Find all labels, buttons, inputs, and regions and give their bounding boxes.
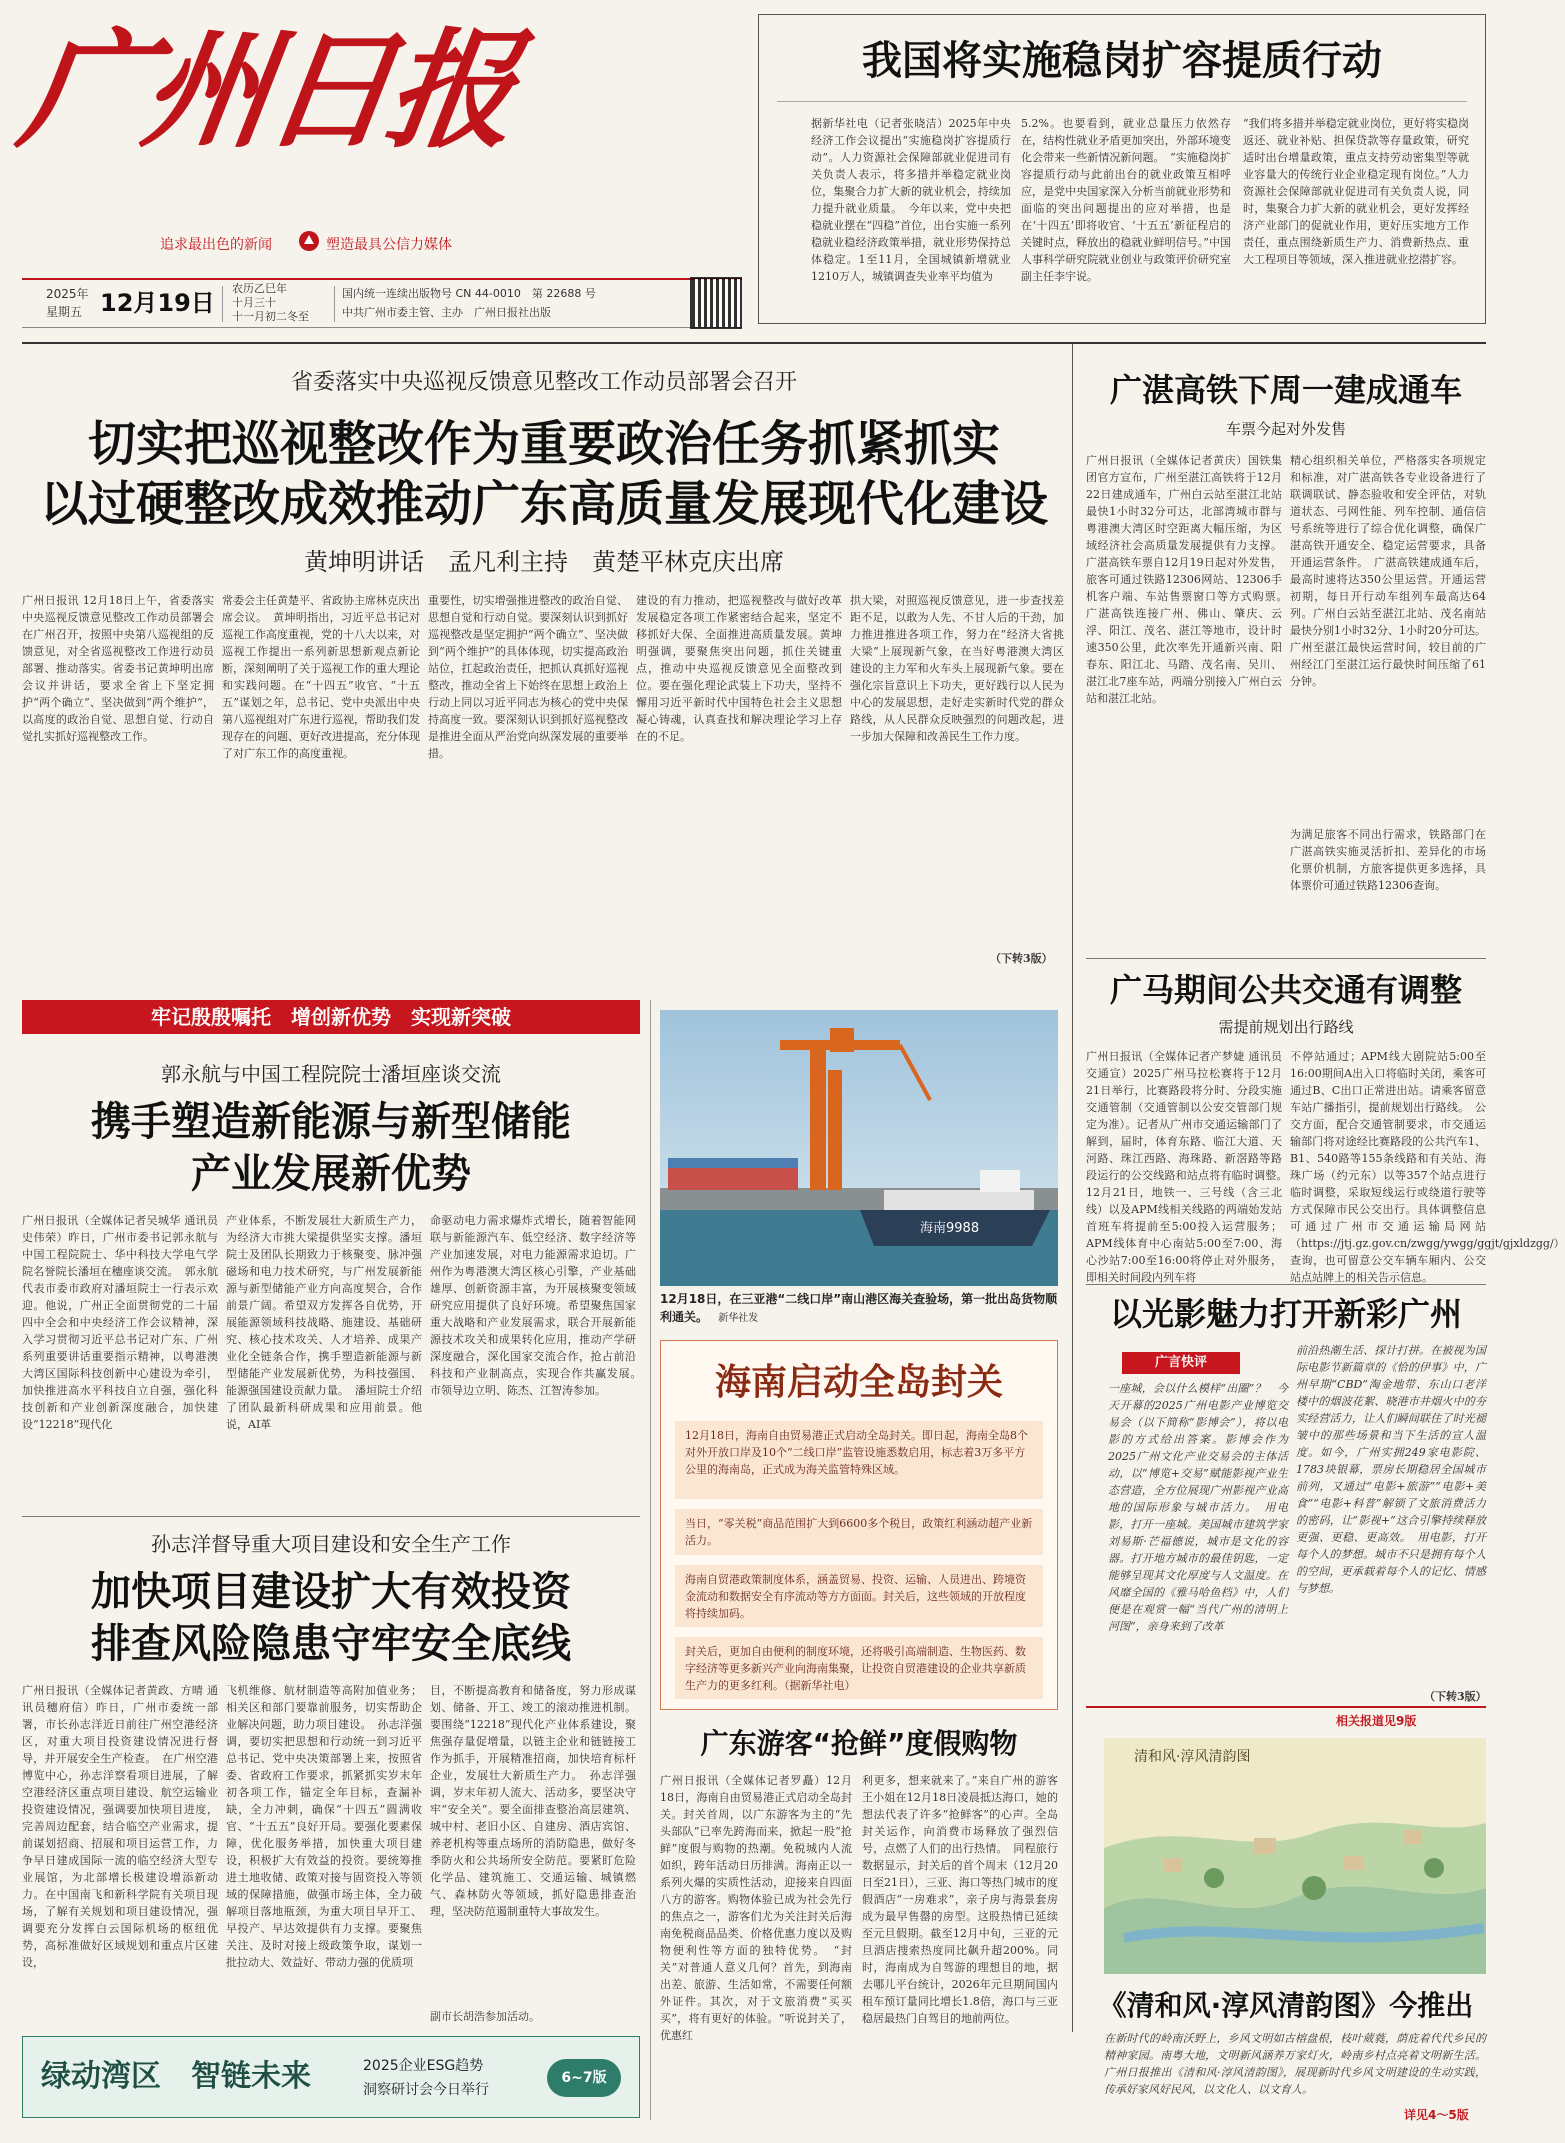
lunar-year: 农历乙巳年 <box>232 282 287 295</box>
project-kicker: 孙志洋督导重大项目建设和安全生产工作 <box>151 1532 511 1556</box>
photo-credit: 新华社发 <box>718 1313 759 1324</box>
energy-kicker: 郭永航与中国工程院院士潘垣座谈交流 <box>161 1062 501 1086</box>
esg-banner[interactable] <box>22 2036 640 2118</box>
project-headline-1: 加快项目建设扩大有效投资 <box>91 1569 571 1615</box>
energy-col3: 命驱动电力需求爆炸式增长，随着智能网联与新能源汽车、低空经济、数字经济等产业加速发展，对电力能源需求迫切。广州作为粤港澳大湾区核心引擎，产业基础雄厚、创新资源丰富，为开展核聚变领域研究应用提供了良好环境。希望聚焦国家重大战略和产业发展需求，联合开展新能源技术攻关和成果转化应用，推动产学研深度融合，深化国家交流合作，抢占前沿科技和产业制高点，实现合作共赢发展。 市领导边立明、陈杰、江智涛参加。 <box>430 1214 647 1397</box>
lead-kicker: 省委落实中央巡视反馈意见整改工作动员部署会召开 <box>290 370 797 395</box>
tourism-headline: 广东游客“抢鲜”度假购物 <box>700 1727 1018 1760</box>
gzhsr-col2: 精心组织相关单位，严格落实各项规定和标准，对广湛高铁各专业设备进行了联调联试、静态验收和安全评估，对轨道状态、弓网性能、列车控制、通信信号系统等进行了综合优化调整，确保广湛高铁开通安全、稳定运营要求，具备开通运营条件。 广湛高铁建成通车后，最高时速将达350公里运营。开通运营初期，每日开行动车组列车最高达64列。广州白云站至湛江北站、茂名南站最快分别1小时32分、1小时20分可达。广州至湛江最快运营时间，较目前的广州经江门至湛江运行最快时间压缩了61分钟。 <box>1290 454 1486 688</box>
masthead <box>11 16 521 226</box>
esg-pages-badge[interactable]: 6~7版 <box>547 2059 621 2097</box>
energy-col2: 产业体系，不断发展壮大新质生产力，为经济大市挑大梁提供坚实支撑。潘垣院士及团队长期致力于核聚变、脉冲强磁场和电力技术研究，与广州发展新能源与新型储能产业方向高度契合，合作前景广阔。希望双方发挥各自优势，开展能源领域科技战略、施建设、基础研究、核心技术攻关、人才培养、成果产业化全链条合作，携手塑造新能源与新型储能产业发展新优势，为科技强国、能源强国建设贡献力量。 潘垣院士介绍了团队最新科研成果和应用前景。他说，AI革 <box>226 1214 422 1431</box>
publisher: 中共广州市委主管、主办 广州日报社出版 <box>342 306 551 319</box>
hainan-item: 封关后，更加自由便利的制度环境，还将吸引高端制造、生物医药、数字经济等更多新兴产业向海南集聚，让投资自贸港建设的企业共享新质生产力的更多红利。（据新华社电） <box>675 1637 1043 1699</box>
lunar-day: 十月三十 <box>232 296 276 309</box>
campaign-banner: 牢记殷殷嘱托 增创新优势 实现新突破 <box>22 1000 640 1034</box>
energy-headline-2: 产业发展新优势 <box>191 1151 471 1197</box>
top-story-col1: 据新华社电（记者张晓洁）2025年中央经济工作会议提出“实施稳岗扩容提质行动”。人力资源社会保障部就业促进司有关负责人表示，将多措并举稳定就业岗位，集聚合力扩大新的就业机会，持续加力提升就业质量。 今年以来，党中央把稳就业摆在“四稳”首位，出台实施一系列稳就业稳经济政策举措，就业形势保持总体稳定。1至11月，全国城镇新增就业1210万人，城镇调查失业率平均值为 <box>811 117 1011 283</box>
lead-col1: 广州日报讯 12月18日上午，省委落实中央巡视反馈意见整改工作动员部署会在广州召开，按照中央第八巡视组的反馈意见，对全省巡视整改工作进行动员部署、推动落实。省委书记黄坤明出席会议并讲话，要求全省上下坚定拥护“两个确立”、坚决做到“两个维护”，以高度的政治自觉、思想自觉、行动自觉扎实抓好巡视整改工作。 <box>22 594 214 743</box>
lead-headline-2: 以过硬整改成效推动广东高质量发展现代化建设 <box>39 476 1048 532</box>
qinghe-map-art <box>1104 1738 1486 1974</box>
top-story-headline: 我国将实施稳岗扩容提质行动 <box>862 38 1382 84</box>
solar-term: 十一月初二冬至 <box>232 310 309 323</box>
lead-continued[interactable]: （下转3版） <box>990 952 1053 965</box>
lead-col4: 建设的有力推动，把巡视整改与做好改革发展稳定各项工作紧密结合起来，坚定不移抓好大保、全面推进高质量发展。黄坤明强调，要聚焦突出问题，抓住关键重点，推动中央巡视反馈意见全面整改到位。要在强化理论武装上下功夫，坚持不懈用习近平新时代中国特色社会主义思想凝心铸魂，认真查找和解决理论学习上存在的不足。 <box>636 594 842 743</box>
light-headline: 以光影魅力打开新彩广州 <box>1109 1295 1462 1333</box>
gzhsr-col1: 广州日报讯（全媒体记者黄庆）国铁集团官方宣布，广州至湛江高铁将于12月22日建成通车，广州白云站至湛江北站最快1小时32分可达，北部湾城市群与粤港澳大湾区时空距离大幅压缩，为区域经济社会高质量发展提供有力支撑。广湛高铁车票自12月19日起对外发售，旅客可通过铁路12306网站、12306手机客户端、车站售票窗口等方式购票。 广湛高铁连接广州、佛山、肇庆、云浮、阳江、茂名、湛江等地市，设计时速350公里，此次率先开通新兴南、阳春东、阳江北、马踏、茂名南、吴川、湛江北7座车站，两端分别接入广州白云站和湛江北站。 <box>1086 454 1293 705</box>
issue-date: 12月19日 <box>100 289 215 317</box>
project-col3: 目，不断提高教育和储备度，努力形成谋划、储备、开工、竣工的滚动推进机制。要围绕“12218”现代化产业体系建设，聚焦强存量促增量，以链主企业和链链接工作为抓手，开展精准招商，加快培育标杆企业，发展壮大新质生产力。 孙志洋强调，岁末年初人流大、活动多，要坚决守牢“安全关”。要全面排查整治高层建筑、城中村、老旧小区、自建房、酒店宾馆、养老机构等重点场所的消防隐患，做好冬季防火和公共场所安全防范。要紧盯危险化学品、建筑施工、交通运输、城镇燃气、森林防火等领域，抓好隐患排查治理，坚决防范遏制重特大事故发生。 <box>430 1684 636 1918</box>
qinghe-map-label: 清和风·淳风清韵图 <box>1134 1749 1251 1765</box>
photo-caption-text: 12月18日，在三亚港“二线口岸”南山港区海关查验场，第一批出岛货物顺利通关。 <box>660 1292 1058 1324</box>
gmjt-headline: 广马期间公共交通有调整 <box>1109 971 1462 1009</box>
gzhsr-headline: 广湛高铁下周一建成通车 <box>1109 371 1462 409</box>
newspaper-logo: 广州日报 <box>11 16 521 166</box>
top-story-col3: “我们将多措并举稳定就业岗位，更好将实稳岗返还、就业补贴、担保贷款等存量政策，研究适时出台增量政策，重点支持劳动密集型等就业容量大的传统行业企业稳定现有岗位。”人力资源社会保障部就业促进司有关负责人说，同时，集聚合力扩大新的就业机会，更好发挥经济产业部门的促就业作用，更好压实地方工作责任，重点围绕新质生产力、消费新热点、重大工程项目等领域，深入推进就业挖潜扩容。 <box>1243 117 1469 266</box>
rule <box>22 1516 640 1517</box>
project-col2: 飞机维修、航材制造等高附加值业务；相关区和部门要靠前服务，切实帮助企业解决问题，助力项目建设。 孙志洋强调，要切实把思想和行动统一到习近平总书记、党中央决策部署上来，按照省委、省政府工作要求，抓紧抓实岁末年初各项工作，锚定全年目标，查漏补缺，全力冲刺，确保“十四五”圆满收官、“十五五”良好开局。要强化要素保障，优化服务举措，加快重大项目建设，积极扩大有效益的投资。要统筹推进土地收储、政策对接与固资投入等领域的保障措施，做强市场主体，全力破解项目落地瓶颈，为重大项目早开工、早投产、早达效提供有力支撑。要聚焦关注、及时对接上级政策争取，谋划一批拉动大、效益好、带动力强的优质项 <box>226 1684 422 1969</box>
gmjt-col1: 广州日报讯（全媒体记者产梦婕 通讯员交通宣）2025广州马拉松赛将于12月21日举行，比赛路段将分时、分段实施交通管制（交通管制以公安交管部门规定为准）。记者从广州市交通运输部门了解到，届时，体育东路、临江大道、天河路、珠江西路、海珠路、新滘路等路段运行的公交线路和站点将有临时调整。 12月21日，地铁一、三号线（含三北线）以及APM线相关线路的两端始发站首班车将提前至5:00投入运营服务；APM线体育中心南站5:00至7:00、海心沙站7:00至16:00将停止对外服务，即相关时间段内列车将 <box>1086 1050 1293 1284</box>
gzhsr-col2b: 为满足旅客不同出行需求，铁路部门在广湛高铁实施灵活折扣、差异化的市场化票价机制，方旅客提供更多选择，具体票价可通过铁路12306查询。 <box>1290 828 1486 892</box>
project-headline-2: 排查风险隐患守牢安全底线 <box>91 1621 571 1667</box>
light-continued[interactable]: （下转3版） <box>1424 1690 1487 1703</box>
lead-col2: 常委会主任黄楚平、省政协主席林克庆出席会议。 黄坤明指出，习近平总书记对巡视工作高度重视，党的十八大以来，对巡视工作提出一系列新思想新观点新论断，深刻阐明了关于巡视工作的重大理论和实践问题。在“十四五”收官、“十五五”谋划之年，总书记、党中央派出中央第八巡视组对广东进行巡视，帮助我们发现存在的问题、更好改进提高，充分体现了对广东工作的高度重视。 <box>222 594 420 760</box>
project-col1: 广州日报讯（全媒体记者黄政、方晴 通讯员穗府信）昨日，广州市委统一部署，市长孙志洋近日前往广州空港经济区，对重大项目投资建设情况进行督导，并开展安全生产检查。 在广州空港博览中心，孙志洋察看项目进展，了解空港经济区重点项目建设、航空运输业投资建设情况，强调要加快项目进度，完善周边配套，结合临空产业需求，提前谋划招商、招展和项目运营工作，力争早日建成国际一流的临空经济大型专业展馆，为北部增长极建设增添新动力。在中国南飞和新科学院有关项目现场，了解有关规划和项目建设情况，强调要充分发挥白云国际机场的枢纽优势，高标准做好区域规划和重点片区建设， <box>22 1684 218 1969</box>
port-photo <box>660 1010 1058 1286</box>
column-rule <box>650 1000 651 2120</box>
qinghe-illustration <box>1104 1738 1486 1974</box>
lead-headline-1: 切实把巡视整改作为重要政治任务抓紧抓实 <box>87 416 1000 472</box>
weekday: 星期五 <box>46 305 83 319</box>
light-related[interactable]: 相关报道见9版 <box>1336 1714 1417 1728</box>
year: 2025年 <box>46 287 89 301</box>
lead-deck: 黄坤明讲话 孟凡利主持 黄楚平林克庆出席 <box>304 548 784 576</box>
issue-number: 国内统一连续出版物号 CN 44-0010 第 22688 号 <box>342 287 596 300</box>
slogan-left: 追求最出色的新闻 <box>160 237 272 253</box>
port-photo-image <box>660 1010 1058 1286</box>
energy-col1: 广州日报讯（全媒体记者吴城华 通讯员史伟荣）昨日，广州市委书记郭永航与中国工程院院士、华中科技大学电气学院名誉院长潘垣在穗座谈交流。 郭永航代表市委市政府对潘垣院士一行表示欢迎。他说，广州正全面贯彻党的二十届四中全会和中央经济工作会议精神，深入学习贯彻习近平总书记对广东、广州系列重要讲话重要指示精神，以粤港澳大湾区国际科技创新中心建设为牵引，加快推进高水平科技自立自强，强化科技创新和产业创新深度融合，加快建设“12218”现代化 <box>22 1214 218 1431</box>
esg-subtitle-2: 洞察研讨会今日举行 <box>363 2082 489 2098</box>
lead-col5: 拱大梁，对照巡视反馈意见，进一步查找差距不足，以敢为人先、不甘人后的干劲，加力推进推进各项工作，努力在“经济大省挑大梁”上展现新气象，在当好粤港澳大湾区建设的主力军和火车头上展现新气象。要在强化宗旨意识上下功夫，更好践行以人民为中心的发展思想，走好走实新时代党的群众路线，从人民群众反映强烈的问题改起，进一步加大保障和改善民生工作力度。 <box>850 594 1064 743</box>
gzhsr-deck: 车票今起对外发售 <box>1225 420 1346 438</box>
esg-headline: 绿动湾区 智链未来 <box>41 2059 311 2094</box>
photo-caption <box>660 1290 1058 1330</box>
top-story-box <box>758 14 1486 324</box>
gmjt-deck: 需提前规划出行路线 <box>1218 1018 1354 1036</box>
esg-subtitle-1: 2025企业ESG趋势 <box>363 2058 484 2074</box>
info-bar <box>22 278 742 328</box>
logo-mark-icon <box>298 230 320 252</box>
qinghe-body: 在新时代的岭南沃野上，乡风文明如古榕盘根，枝叶葳蕤，荫庇着代代乡民的精神家园。南粤大地，文明新风涵养万家灯火，岭南乡村点亮着文明新生活。广州日报推出《清和风·淳风清韵图》，展现新时代乡风文明建设的生动实践，传承好家风好民风，以文化人、以文育人。 <box>1104 2032 1486 2096</box>
section-rule <box>22 342 1486 344</box>
gmjt-col2: 不停站通过；APM线大剧院站5:00至16:00期间A出入口将临时关闭，乘客可通过B、C出口正常进出站。请乘客留意车站广播指引，提前规划出行路线。 公交方面，配合交通管制要求，市交通运输部门将对途经比赛路段的公共汽车1、B1、540路等155条线路和有关站、海珠广场（约元东）以等357个站点进行临时调整，采取短线运行或绕道行驶等方式保障市民公交出行。具体调整信息可通过广州市交通运输局网站（https://jtj.gz.gov.cn/zwgg/ywgg/ggjt/gjxldzgg/）查询，也可留意公交车辆车厢内、公交站点站牌上的相关告示信息。 <box>1290 1050 1565 1284</box>
energy-headline-1: 携手塑造新能源与新型储能 <box>91 1099 571 1145</box>
column-rule <box>1072 342 1073 2032</box>
qinghe-headline: 《清和风·淳风清韵图》今推出 <box>1098 1989 1474 2022</box>
rule <box>777 101 1467 102</box>
hainan-item: 海南自贸港政策制度体系，涵盖贸易、投资、运输、人员进出、跨境资金流动和数据安全有序流动等方方面面。封关后，这些领域的开放程度将持续加码。 <box>675 1565 1043 1627</box>
hainan-item: 12月18日，海南自由贸易港正式启动全岛封关。即日起，海南全岛8个对外开放口岸及10个“二线口岸”监管设施悉数启用，标志着3万多平方公里的海南岛，正式成为海关监管特殊区域。 <box>675 1421 1043 1499</box>
project-col3b: 副市长胡浩参加活动。 <box>430 2010 540 2023</box>
light-col1: 一座城，会以什么模样“出圈”？ 今天开幕的2025广州电影产业博览交易会（以下简称“影博会”），将以电影的方式给出答案。影博会作为2025广州文化产业交易会的主体活动，以“博览+交易”赋能影视产业生态营造，全方位展现广州影视产业高地的国际形象与城市活力。 用电影，打开一座城。美国城市建筑学家刘易斯·芒福德说，城市是文化的容器。打开地方城市的最佳钥匙，一定能够呈现其文化厚度与人文温度。在风靡全国的《雅马哈鱼档》中，人们便是在观赏一幅“当代广州的清明上河图”，亲身来到了改革 <box>1108 1382 1288 1633</box>
rule <box>1086 958 1486 959</box>
slogan-right: 塑造最具公信力媒体 <box>326 237 452 253</box>
rule <box>1086 1284 1486 1285</box>
info-divider <box>334 286 335 322</box>
hainan-item: 当日，“零关税”商品范围扩大到6600多个税目，政策红利涵动超产业新活力。 <box>675 1509 1043 1555</box>
qr-code-icon[interactable] <box>690 277 742 329</box>
info-divider <box>222 286 223 322</box>
hainan-box <box>660 1340 1058 1710</box>
tourism-col1: 广州日报讯（全媒体记者罗矗）12月18日，海南自由贸易港正式启动全岛封关。封关首周，以广东游客为主的“先头部队”已率先跨海而来，掀起一股“抢鲜”度假与购物的热潮。免税城内人流如织，跨年活动日历排满。海南正以一系列火爆的实质性活动，迎接来自四面八方的游客。购物体验已成为社会先行的焦点之一，游客们尤为关注封关后海南免税商品品类、价格优惠力度以及购物便利性等方面的独特优势。 “封关”对普通人意义几何？首先，到海南出差、旅游、生活如常，不需要任何额外证件。其次，对于文旅消费“买买买”，将有更好的体验。“听说封关了，优惠红 <box>660 1774 852 2042</box>
qinghe-seemore[interactable]: 详见4～5版 <box>1404 2108 1469 2122</box>
light-col2: 前沿热潮生活、探计打拼。在被视为国际电影节新篇章的《恰的伊事》中，广州早期“CBD”淘金地带、东山口老洋楼中的烟波花絮、晓港市井烟火中的夯实经营活力，让人们瞬间联住了时光褪皱中的那些场景和当下生活的宣人温度。如今，广州实拥249家电影院、1783块银幕，票房长期稳居全国城市前列，又通过“电影+旅游”“电影+美食”“电影+科普”解锁了文旅消费活力的密码，让“影视+”这合引擎持续释放更强、更稳、更高效。 用电影，打开每个人的梦想。城市不只是拥有每个人的空间，更承载着每个人的记忆、情感与梦想。 <box>1296 1344 1486 1595</box>
light-tag: 广言快评 <box>1122 1352 1240 1374</box>
tourism-col2: 利更多，想来就来了。”来自广州的游客王小姐在12月18日凌晨抵达海口，她的想法代表了许多“抢鲜客”的心声。全岛封关运作，向消费市场释放了强烈信号，点燃了人们的出行热情。 同程旅行数据显示，封关后的首个周末（12月20日至21日），三亚、海口等热门城市的度假酒店“一房难求”，亲子房与海景套房成为最早售罄的房型。这股热情已延续至元旦假期。截至12月中旬，三亚的元旦酒店搜索热度同比飙升超200%。同时，海南成为自驾游的理想目的地，据去哪儿平台统计，2026年元旦期间国内租车预订量同比增长1.8倍，海口与三亚稳居最热门自驾目的地前两位。 <box>862 1774 1058 2025</box>
ship-name: 海南9988 <box>920 1221 980 1236</box>
top-story-col2: 5.2%。也要看到，就业总量压力依然存在，结构性就业矛盾更加突出，外部环境变化会带来一些新情况新问题。 “实施稳岗扩容提质行动与此前出台的就业政策互相呼应，是党中央国家深入分析当前就业形势和面临的突出问题提出的应对举措，也是在‘十四五’即将收官、‘十五五’新征程启的关键时点，释放出的稳就业鲜明信号。”中国人事科学研究院就业创业与政策评价研究室副主任李宇说。 <box>1021 117 1231 283</box>
hainan-headline: 海南启动全岛封关 <box>714 1362 1003 1403</box>
lead-col3: 重要性，切实增强推进整改的政治自觉、思想自觉和行动自觉。要深刻认识到抓好巡视整改是坚定拥护“两个确立”、坚决做到“两个维护”的具体体现，切实提高政治站位，扛起政治责任，把抓认真抓好巡视整改，推动全省上下始终在思想上政治上行动上同以习近平同志为核心的党中央保持高度一致。要深刻认识到抓好巡视整改是推进全面从严治党向纵深发展的重要举措。 <box>428 594 628 760</box>
rule <box>1086 1706 1486 1708</box>
